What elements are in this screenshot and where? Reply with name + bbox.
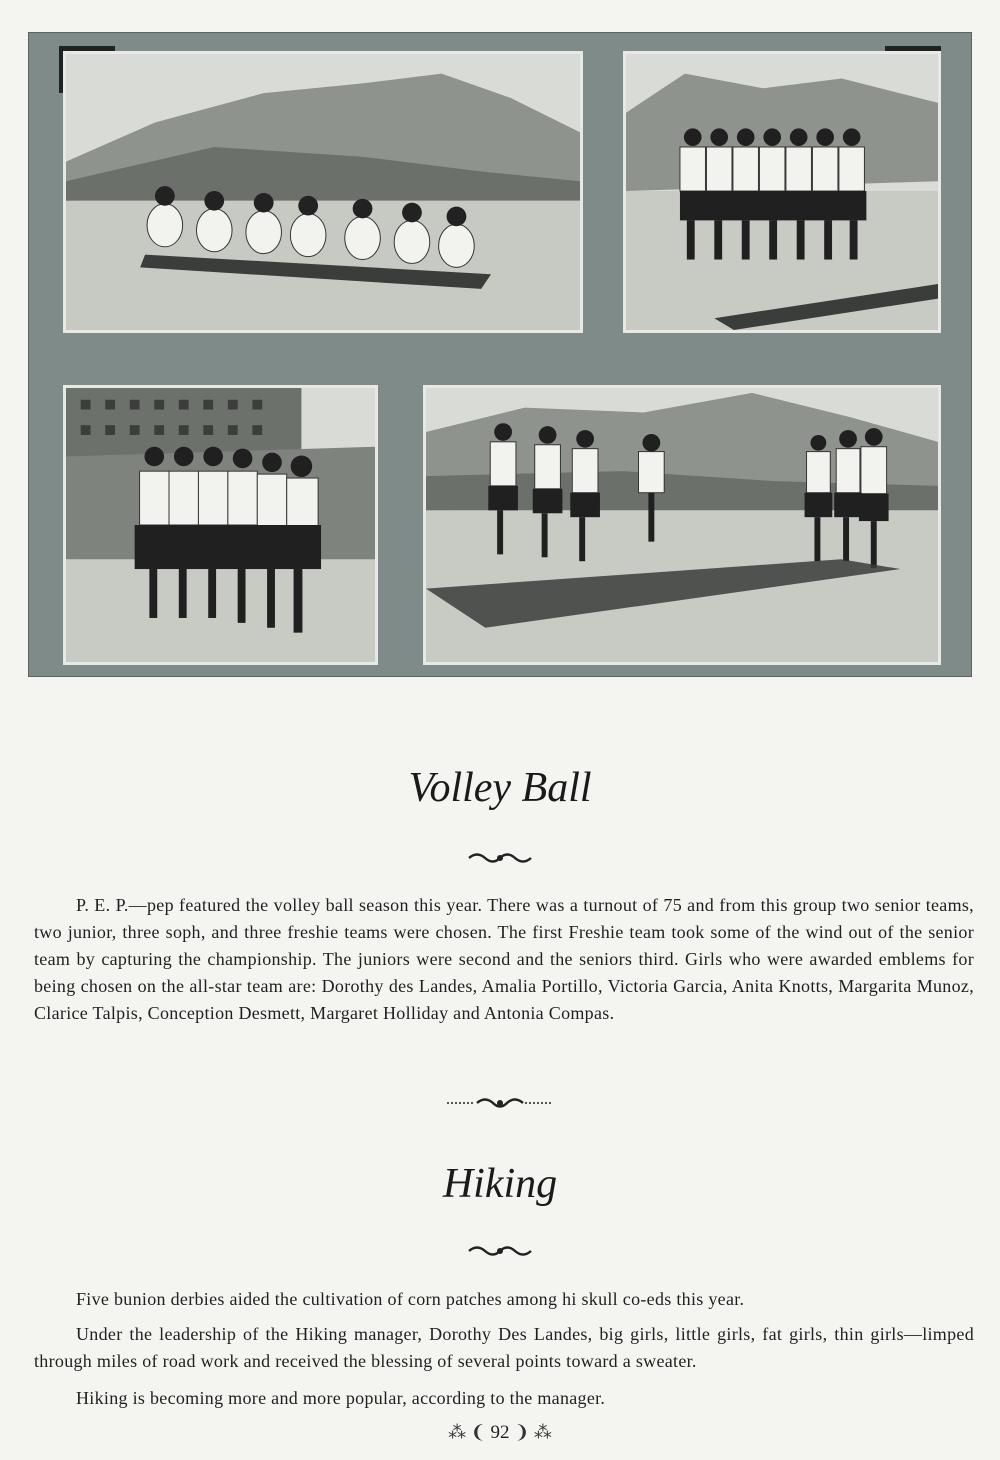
hiking-paragraph-3: Hiking is becoming more and more popular, according to the manager. [76,1388,606,1408]
hiking-paragraph-1: Five bunion derbies aided the cultivation of corn patches among hi skull co-eds this year. [76,1289,745,1309]
volley-ball-title: Volley Ball [408,765,592,811]
scroll-ornament-1 [0,850,1000,869]
hiking-paragraph-2: Under the leadership of the Hiking manager, Dorothy Des Landes, big girls, little girls, fat girls, thin girls—limped through miles of road work and received the blessing of several points toward a sweater. [34,1324,974,1371]
photo-panel [28,32,972,677]
folio-ornament-left-icon: ⁂ ❨ [448,1422,486,1442]
standing-line-photo [623,51,941,333]
building-team-photo [63,385,378,665]
court-game-photo [423,385,941,665]
folio-ornament-right-icon: ❩ ⁂ [514,1422,552,1442]
hiking-title: Hiking [442,1161,558,1207]
divider-ornament [0,1095,1000,1114]
page-number-footer [0,1422,1000,1444]
scroll-ornament-2 [0,1243,1000,1262]
seated-team-photo [63,51,583,333]
page-number: 92 [490,1422,510,1443]
volley-ball-paragraph: P. E. P.—pep featured the volley ball season this year. There was a turnout of 75 and from this group two senior teams, two junior, three soph, and three freshie teams were chosen. The first Freshie team took some of the wind out of the senior team by capturing the championship. The juniors were second and the seniors third. Girls who were awarded emblems for being chosen on the all-star team are: Dorothy des Landes, Amalia Portillo, Victoria Garcia, Anita Knotts, Margarita Munoz, Clarice Talpis, Conception Desmett, Margaret Holliday and Antonia Compas. [34,895,974,1023]
